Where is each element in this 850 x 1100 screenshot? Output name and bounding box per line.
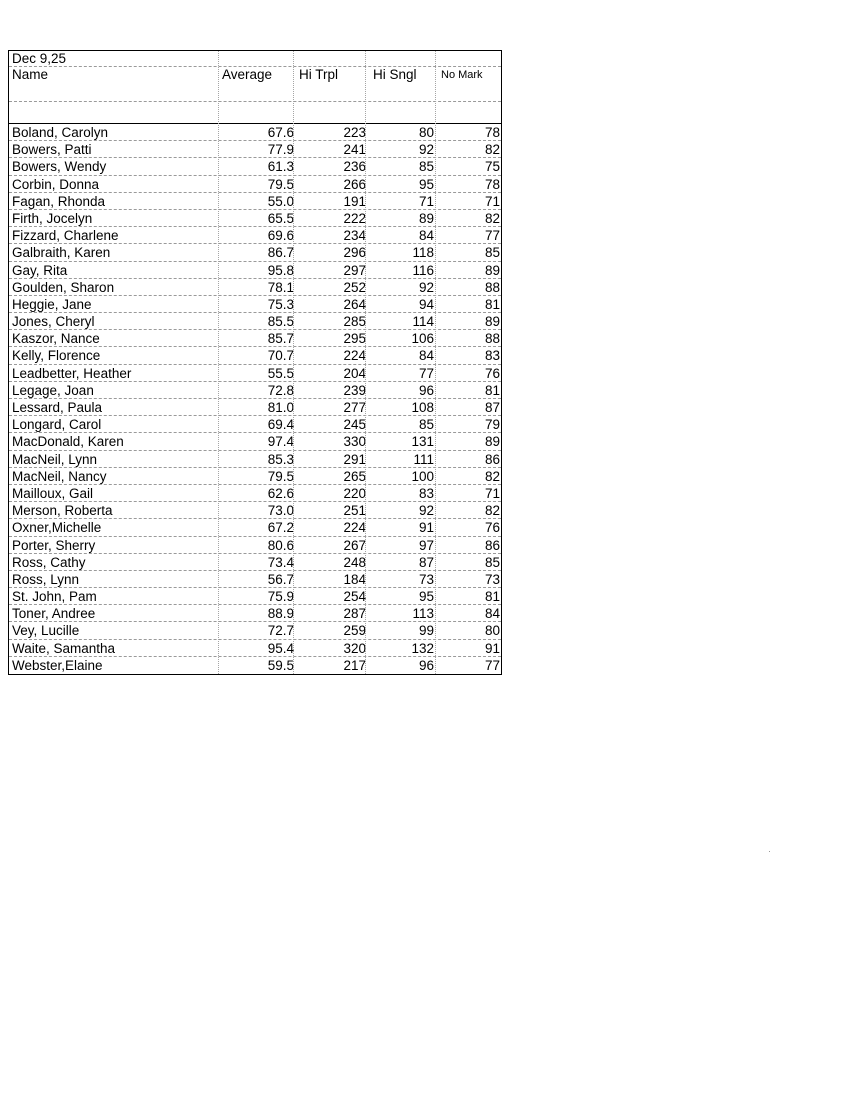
cell-name: MacDonald, Karen (12, 434, 124, 450)
cell-hi-trpl: 245 (343, 417, 366, 433)
table-row (9, 537, 501, 554)
cell-average: 70.7 (267, 348, 294, 364)
table-row (9, 227, 501, 244)
cell-hi-sngl: 96 (418, 657, 434, 673)
cell-hi-trpl: 295 (343, 331, 366, 347)
cell-name: Leadbetter, Heather (12, 365, 132, 381)
cell-no-mark: 86 (484, 451, 500, 467)
cell-hi-trpl: 277 (343, 400, 366, 415)
cell-average: 69.4 (267, 417, 294, 433)
cell-name: Goulden, Sharon (12, 279, 115, 295)
cell-name: Fagan, Rhonda (12, 193, 106, 209)
cell-average: 88.9 (267, 606, 294, 622)
score-sheet (8, 50, 502, 675)
table-row (9, 330, 501, 347)
cell-average: 85.3 (267, 451, 294, 467)
cell-no-mark: 81 (484, 296, 500, 312)
cell-name: Longard, Carol (12, 417, 102, 433)
cell-hi-trpl: 267 (343, 537, 366, 553)
cell-no-mark: 89 (484, 262, 500, 278)
cell-hi-trpl: 236 (343, 159, 366, 175)
header-name: Name (12, 67, 49, 82)
column-divider (218, 51, 219, 674)
cell-average: 55.5 (267, 365, 294, 381)
cell-name: Webster,Elaine (12, 657, 103, 673)
cell-hi-trpl: 264 (343, 296, 366, 312)
cell-hi-sngl: 131 (411, 434, 434, 450)
bowler-rows (9, 124, 501, 674)
spacer-row (9, 102, 501, 124)
cell-hi-sngl: 113 (412, 606, 434, 622)
cell-hi-trpl: 239 (343, 382, 366, 398)
cell-no-mark: 88 (484, 331, 500, 347)
cell-name: Mailloux, Gail (12, 485, 94, 501)
cell-no-mark: 87 (484, 400, 500, 415)
cell-no-mark: 81 (484, 589, 500, 605)
table-row (9, 554, 501, 571)
cell-average: 95.4 (267, 640, 294, 656)
cell-no-mark: 82 (484, 142, 500, 158)
cell-average: 85.7 (267, 331, 294, 347)
column-divider (435, 51, 436, 674)
cell-no-mark: 78 (484, 176, 500, 192)
column-divider (365, 51, 366, 674)
cell-average: 56.7 (267, 571, 294, 587)
cell-name: Corbin, Donna (12, 176, 100, 192)
cell-average: 55.0 (267, 193, 294, 209)
table-row (9, 519, 501, 536)
cell-hi-sngl: 99 (418, 623, 434, 639)
cell-hi-trpl: 222 (343, 210, 366, 226)
cell-no-mark: 73 (484, 571, 500, 587)
scan-speck (769, 851, 770, 852)
cell-average: 79.5 (267, 468, 294, 484)
cell-name: MacNeil, Nancy (12, 468, 107, 484)
cell-hi-sngl: 85 (418, 417, 434, 433)
cell-name: Legage, Joan (12, 382, 94, 398)
table-row (9, 451, 501, 468)
table-row (9, 141, 501, 158)
cell-name: Ross, Cathy (12, 554, 86, 570)
table-row (9, 244, 501, 261)
cell-no-mark: 71 (484, 193, 500, 209)
date-row (9, 51, 501, 67)
cell-hi-sngl: 95 (418, 589, 434, 605)
cell-hi-trpl: 204 (343, 365, 366, 381)
cell-hi-sngl: 91 (418, 520, 434, 536)
cell-hi-sngl: 111 (413, 451, 434, 467)
cell-name: St. John, Pam (12, 589, 97, 605)
table-row (9, 347, 501, 364)
cell-hi-trpl: 248 (343, 554, 366, 570)
cell-hi-trpl: 296 (343, 245, 366, 261)
cell-average: 72.7 (267, 623, 294, 639)
cell-average: 81.0 (267, 400, 294, 415)
cell-name: Gay, Rita (12, 262, 68, 278)
cell-hi-trpl: 217 (343, 657, 366, 673)
table-row (9, 158, 501, 175)
cell-hi-trpl: 265 (343, 468, 366, 484)
cell-name: Bowers, Wendy (12, 159, 107, 175)
cell-hi-sngl: 87 (418, 554, 434, 570)
cell-average: 75.3 (267, 296, 294, 312)
cell-hi-sngl: 96 (418, 382, 434, 398)
table-row (9, 124, 501, 141)
cell-no-mark: 76 (484, 365, 500, 381)
cell-hi-trpl: 287 (343, 606, 366, 622)
cell-no-mark: 76 (484, 520, 500, 536)
cell-no-mark: 84 (484, 606, 500, 622)
cell-hi-trpl: 223 (343, 125, 366, 140)
cell-name: Galbraith, Karen (12, 245, 111, 261)
cell-hi-trpl: 252 (343, 279, 366, 295)
cell-hi-sngl: 97 (418, 537, 434, 553)
cell-no-mark: 79 (484, 417, 500, 433)
table-row (9, 193, 501, 210)
cell-hi-sngl: 92 (418, 279, 434, 295)
cell-hi-sngl: 77 (418, 365, 434, 381)
table-row (9, 485, 501, 502)
sheet-date: Dec 9,25 (12, 51, 67, 66)
column-divider (293, 51, 294, 674)
cell-hi-sngl: 71 (418, 193, 434, 209)
cell-no-mark: 81 (484, 382, 500, 398)
cell-no-mark: 82 (484, 210, 500, 226)
cell-average: 73.4 (267, 554, 294, 570)
cell-hi-sngl: 80 (418, 125, 434, 140)
cell-no-mark: 85 (484, 245, 500, 261)
cell-hi-sngl: 114 (412, 314, 434, 330)
cell-average: 97.4 (267, 434, 294, 450)
cell-hi-sngl: 84 (418, 228, 434, 244)
cell-hi-sngl: 89 (418, 210, 434, 226)
cell-average: 72.8 (267, 382, 294, 398)
table-row (9, 176, 501, 193)
cell-average: 69.6 (267, 228, 294, 244)
cell-average: 86.7 (267, 245, 294, 261)
table-row (9, 622, 501, 639)
cell-no-mark: 82 (484, 503, 500, 519)
table-row (9, 588, 501, 605)
table-row (9, 640, 501, 657)
cell-hi-sngl: 92 (418, 142, 434, 158)
header-hi-trpl: Hi Trpl (299, 67, 339, 82)
cell-name: Vey, Lucille (12, 623, 80, 639)
cell-average: 85.5 (267, 314, 294, 330)
cell-name: Kaszor, Nance (12, 331, 100, 347)
cell-name: Firth, Jocelyn (12, 210, 93, 226)
cell-hi-sngl: 116 (412, 262, 434, 278)
header-average: Average (222, 67, 273, 82)
cell-hi-trpl: 191 (343, 193, 366, 209)
table-row (9, 313, 501, 330)
header-no-mark: No Mark (441, 69, 483, 81)
cell-average: 75.9 (267, 589, 294, 605)
cell-hi-trpl: 291 (343, 451, 366, 467)
cell-average: 59.5 (267, 657, 294, 673)
cell-hi-trpl: 234 (343, 228, 366, 244)
cell-name: Toner, Andree (12, 606, 96, 622)
cell-name: Porter, Sherry (12, 537, 96, 553)
cell-hi-sngl: 95 (418, 176, 434, 192)
table-row (9, 657, 501, 674)
table-row (9, 399, 501, 416)
cell-no-mark: 86 (484, 537, 500, 553)
cell-average: 67.2 (267, 520, 294, 536)
cell-average: 62.6 (267, 485, 294, 501)
spacer-row (9, 83, 501, 102)
table-row (9, 571, 501, 588)
cell-no-mark: 89 (484, 434, 500, 450)
cell-hi-sngl: 118 (412, 245, 434, 261)
cell-hi-sngl: 94 (418, 296, 434, 312)
cell-no-mark: 91 (484, 640, 500, 656)
cell-name: Boland, Carolyn (12, 125, 109, 140)
cell-no-mark: 80 (484, 623, 500, 639)
cell-hi-trpl: 224 (343, 520, 366, 536)
cell-hi-trpl: 224 (343, 348, 366, 364)
cell-no-mark: 89 (484, 314, 500, 330)
table-row (9, 502, 501, 519)
cell-hi-trpl: 220 (343, 485, 366, 501)
cell-hi-sngl: 92 (418, 503, 434, 519)
table-row (9, 296, 501, 313)
cell-hi-sngl: 84 (418, 348, 434, 364)
table-row (9, 382, 501, 399)
table-row (9, 365, 501, 382)
cell-name: Kelly, Florence (12, 348, 101, 364)
cell-hi-trpl: 266 (343, 176, 366, 192)
cell-hi-trpl: 285 (343, 314, 366, 330)
cell-average: 61.3 (267, 159, 294, 175)
cell-average: 77.9 (267, 142, 294, 158)
cell-hi-trpl: 320 (343, 640, 366, 656)
table-row (9, 433, 501, 450)
table-row (9, 468, 501, 485)
cell-hi-sngl: 85 (418, 159, 434, 175)
cell-hi-sngl: 132 (411, 640, 434, 656)
cell-hi-sngl: 106 (411, 331, 434, 347)
cell-average: 95.8 (267, 262, 294, 278)
cell-average: 78.1 (267, 279, 294, 295)
cell-no-mark: 77 (484, 228, 500, 244)
cell-average: 67.6 (267, 125, 294, 140)
cell-name: Lessard, Paula (12, 400, 103, 415)
table-row (9, 279, 501, 296)
cell-no-mark: 83 (484, 348, 500, 364)
table-row (9, 605, 501, 622)
cell-name: MacNeil, Lynn (12, 451, 98, 467)
cell-name: Oxner,Michelle (12, 520, 102, 536)
cell-name: Bowers, Patti (12, 142, 92, 158)
cell-name: Merson, Roberta (12, 503, 113, 519)
cell-name: Waite, Samantha (12, 640, 116, 656)
cell-hi-trpl: 297 (343, 262, 366, 278)
cell-average: 73.0 (267, 503, 294, 519)
cell-average: 79.5 (267, 176, 294, 192)
cell-hi-trpl: 259 (343, 623, 366, 639)
cell-hi-sngl: 83 (418, 485, 434, 501)
cell-hi-trpl: 184 (343, 571, 366, 587)
cell-hi-sngl: 73 (418, 571, 434, 587)
cell-hi-trpl: 330 (343, 434, 366, 450)
cell-name: Fizzard, Charlene (12, 228, 119, 244)
table-row (9, 416, 501, 433)
cell-no-mark: 75 (484, 159, 500, 175)
header-hi-sngl: Hi Sngl (373, 67, 417, 82)
cell-name: Jones, Cheryl (12, 314, 95, 330)
cell-hi-trpl: 254 (343, 589, 366, 605)
cell-hi-sngl: 108 (411, 400, 434, 415)
cell-name: Heggie, Jane (12, 296, 92, 312)
cell-no-mark: 85 (484, 554, 500, 570)
cell-name: Ross, Lynn (12, 571, 80, 587)
cell-average: 65.5 (267, 210, 294, 226)
cell-no-mark: 88 (484, 279, 500, 295)
header-row (9, 67, 501, 83)
cell-no-mark: 78 (484, 125, 500, 140)
cell-hi-trpl: 251 (343, 503, 366, 519)
cell-no-mark: 71 (484, 485, 500, 501)
table-row (9, 210, 501, 227)
cell-no-mark: 77 (484, 657, 500, 673)
cell-no-mark: 82 (484, 468, 500, 484)
cell-hi-trpl: 241 (343, 142, 366, 158)
cell-hi-sngl: 100 (411, 468, 434, 484)
cell-average: 80.6 (267, 537, 294, 553)
table-row (9, 262, 501, 279)
